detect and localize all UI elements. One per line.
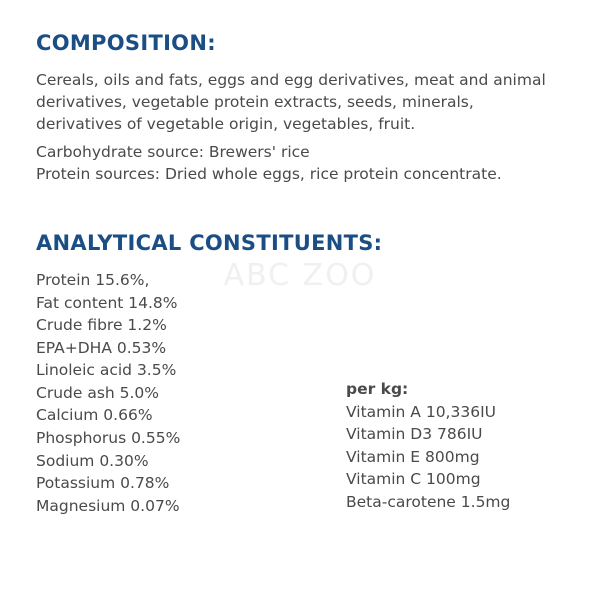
stat-line: Vitamin D3 786IU: [346, 425, 483, 444]
carbohydrate-source-label: Carbohydrate source:: [36, 143, 204, 162]
stat-line: Vitamin E 800mg: [346, 447, 480, 466]
composition-section: [36, 32, 564, 185]
stat-line: Beta-carotene 1.5mg: [346, 492, 511, 511]
analytical-right-column: [346, 269, 564, 513]
per-kg-heading: per kg:: [346, 380, 409, 399]
stat-line: Protein 15.6%,: [36, 271, 150, 290]
stat-line: Fat content 14.8%: [36, 293, 178, 312]
protein-sources-label: Protein sources:: [36, 165, 161, 184]
analytical-left-column: [36, 269, 346, 517]
stat-line: Crude fibre 1.2%: [36, 316, 167, 335]
protein-sources-value: Dried whole eggs, rice protein concentrate.: [160, 165, 502, 184]
carbohydrate-source-line: [36, 141, 564, 163]
analytical-constituents-section: [36, 232, 564, 517]
stat-line: Sodium 0.30%: [36, 451, 149, 470]
stat-line: Magnesium 0.07%: [36, 496, 180, 515]
stat-line: EPA+DHA 0.53%: [36, 338, 167, 357]
stat-line: Potassium 0.78%: [36, 474, 170, 493]
stat-line: Phosphorus 0.55%: [36, 429, 181, 448]
analytical-title: ANALYTICAL CONSTITUENTS:: [36, 231, 383, 256]
analytical-columns: [36, 269, 564, 517]
stat-line: Vitamin C 100mg: [346, 470, 481, 489]
stat-line: Calcium 0.66%: [36, 406, 153, 425]
composition-paragraph: Cereals, oils and fats, eggs and egg derivatives, meat and animal derivatives, vegetable protein extracts, seeds, minerals, derivatives of vegetable origin, vegetables, fruit.: [36, 71, 546, 134]
carbohydrate-source-value: Brewers' rice: [203, 143, 310, 162]
protein-sources-line: [36, 163, 564, 185]
composition-title: COMPOSITION:: [36, 31, 216, 55]
stat-line: Crude ash 5.0%: [36, 383, 160, 402]
watermark-text: ABC ZOO: [223, 258, 377, 293]
stat-line: Linoleic acid 3.5%: [36, 361, 177, 380]
stat-line: Vitamin A 10,336IU: [346, 402, 496, 421]
